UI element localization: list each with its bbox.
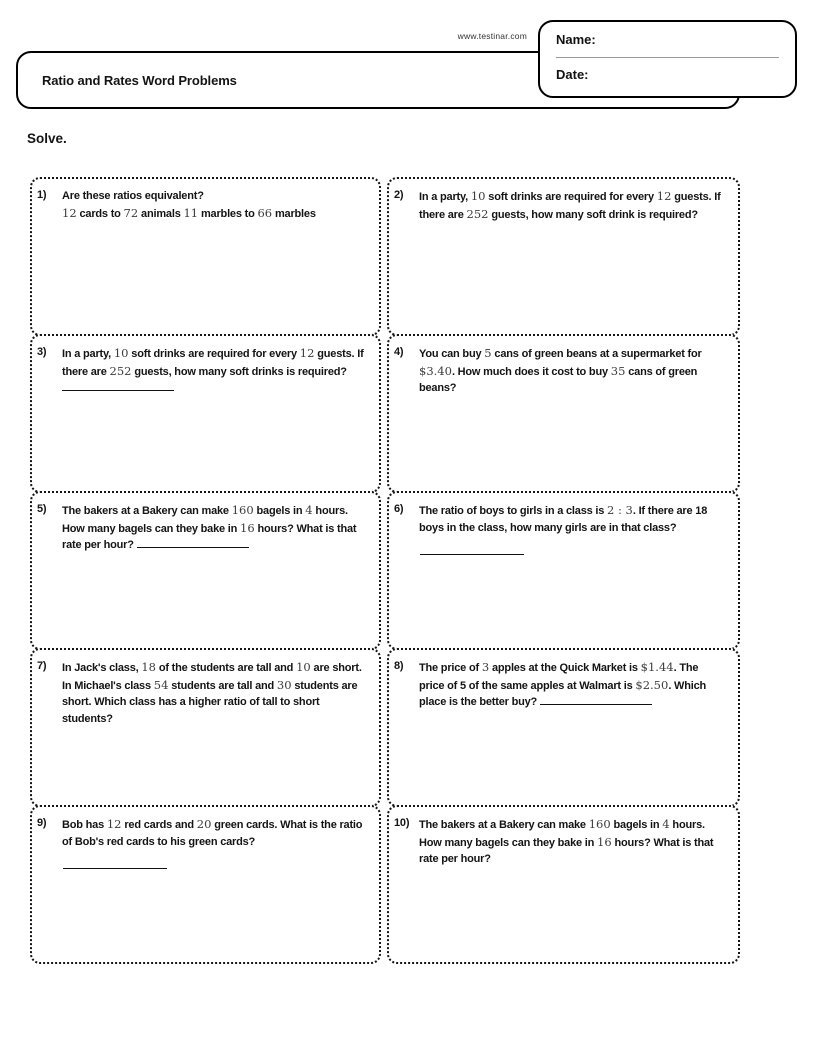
problem-value: 20 (196, 817, 212, 831)
problem-text (59, 502, 371, 648)
problem-phrase: cans of green beans? (419, 365, 698, 394)
problem-phrase: guests, how many soft drinks is required? (131, 365, 347, 378)
problem-cell (387, 648, 740, 807)
problem-value: 35 (610, 363, 626, 378)
page-title: Ratio and Rates Word Problems (42, 72, 237, 88)
problem-phrase: hours. How many bagels can they bake in (419, 819, 705, 849)
problem-phrase: cards to (76, 207, 124, 220)
problem-phrase: students are tall and (168, 679, 277, 692)
name-date-divider (556, 57, 779, 58)
problem-phrase: In a party, (62, 348, 114, 360)
problem-number: 1) (37, 189, 47, 201)
problem-value: 252 (109, 363, 132, 378)
problem-value: 252 (466, 206, 489, 221)
problem-phrase: You can buy (419, 348, 485, 360)
problem-value: 18 (141, 660, 156, 674)
problem-phrase: are short. In Michael's class (62, 662, 362, 692)
problem-value: 30 (276, 677, 292, 692)
problem-text (416, 345, 730, 491)
problem-phrase: bagels in (610, 819, 663, 831)
problem-value: 66 (257, 205, 273, 220)
problem-number: 3) (37, 346, 47, 358)
problem-text (416, 188, 730, 334)
date-label: Date: (556, 67, 589, 82)
problem-row (30, 177, 740, 336)
answer-blank (137, 537, 249, 548)
problem-value: 4 (305, 503, 313, 517)
problem-cell (30, 177, 381, 336)
problem-value: 16 (240, 520, 255, 535)
problem-number: 8) (394, 660, 404, 672)
problem-value: 12 (656, 189, 672, 203)
problem-number: 6) (394, 503, 404, 515)
problem-row (30, 648, 740, 807)
problem-text (416, 816, 730, 962)
problem-value: 12 (299, 346, 315, 360)
problems-grid (30, 177, 740, 964)
problem-cell (30, 648, 381, 807)
problem-text (416, 502, 730, 648)
problem-value: 72 (123, 205, 139, 220)
problem-phrase: . Which place is the better buy? (419, 679, 707, 708)
solve-heading: Solve. (27, 131, 67, 146)
answer-blank (540, 694, 652, 705)
problem-phrase: The bakers at a Bakery can make (419, 819, 589, 831)
problem-value: 10 (296, 660, 311, 674)
problem-phrase: . How much does it cost to buy (451, 365, 611, 378)
problem-cell (387, 334, 740, 493)
problem-phrase: guests, how many soft drink is required? (488, 208, 698, 221)
problem-value: 54 (153, 677, 169, 692)
problem-number: 2) (394, 189, 404, 201)
problem-cell (30, 334, 381, 493)
problem-phrase: Bob has (62, 819, 107, 831)
problem-number: 9) (37, 817, 47, 829)
site-watermark: www.testinar.com (457, 31, 527, 41)
problem-value: 11 (183, 205, 199, 220)
problem-phrase: guests. If there are (62, 348, 364, 378)
problem-phrase: apples at the Quick Market is (489, 662, 641, 674)
problem-value: 12 (62, 205, 77, 220)
problem-phrase: animals (138, 207, 184, 220)
problem-number: 5) (37, 503, 47, 515)
problem-row (30, 334, 740, 493)
problem-value: 3 (481, 660, 490, 674)
problem-text (416, 659, 730, 805)
problem-number: 4) (394, 346, 404, 358)
problem-value: 160 (588, 817, 611, 831)
answer-blank (63, 868, 167, 869)
problem-phrase: red cards and (121, 819, 197, 831)
problem-phrase: In Jack's class, (62, 662, 142, 674)
problem-phrase: hours? What is that rate per hour? (419, 836, 714, 865)
problem-value: $3.40 (419, 363, 452, 378)
problem-phrase: The bakers at a Bakery can make (62, 505, 232, 517)
problem-phrase: green cards. What is the ratio of Bob's red cards to his green cards? (62, 819, 363, 848)
problem-phrase: cans of green beans at a supermarket for (491, 348, 702, 360)
problem-cell (30, 805, 381, 964)
problem-value: 5 (484, 346, 492, 360)
problem-phrase: soft drinks are required for every (485, 191, 657, 203)
problem-phrase: marbles to (198, 207, 258, 220)
answer-blank (420, 554, 524, 555)
problem-value: $1.44 (640, 660, 674, 674)
problem-value: 160 (231, 503, 254, 517)
name-label: Name: (556, 32, 596, 47)
problem-text (59, 816, 371, 962)
problem-cell (387, 491, 740, 650)
problem-value: 10 (113, 346, 129, 360)
problem-cell (387, 177, 740, 336)
problem-phrase: bagels in (253, 505, 306, 517)
problem-cell (387, 805, 740, 964)
problem-phrase: The price of (419, 662, 482, 674)
problem-row (30, 491, 740, 650)
problem-cell (30, 491, 381, 650)
problem-value: 16 (597, 834, 612, 849)
problem-value: $2.50 (635, 677, 669, 692)
problem-phrase: Are these ratios equivalent? (62, 190, 204, 202)
problem-phrase: marbles (272, 207, 316, 220)
problem-phrase: of the students are tall and (155, 662, 297, 674)
problem-phrase: . If there are 18 boys in the class, how many girls are in that class? (419, 505, 708, 534)
name-date-box (538, 20, 797, 98)
problem-number: 10) (394, 817, 410, 829)
problem-number: 7) (37, 660, 47, 672)
problem-row (30, 805, 740, 964)
problem-value: 2 : 3 (607, 503, 633, 517)
problem-phrase: soft drinks are required for every (128, 348, 300, 360)
problem-text (59, 659, 371, 805)
problem-text (59, 188, 371, 334)
problem-phrase: . The price of 5 of the same apples at Walmart is (419, 662, 699, 692)
problem-value: 10 (470, 189, 486, 203)
problem-phrase: guests. If there are (419, 191, 721, 221)
problem-value: 4 (662, 817, 670, 831)
problem-text (59, 345, 371, 491)
problem-phrase: The ratio of boys to girls in a class is (419, 505, 608, 517)
problem-phrase: hours. How many bagels can they bake in (62, 505, 348, 535)
problem-value: 12 (106, 817, 122, 831)
problem-phrase: hours? What is that rate per hour? (62, 522, 357, 551)
problem-phrase: students are short. Which class has a higher ratio of tall to short students? (62, 679, 358, 725)
problem-phrase: In a party, (419, 191, 471, 203)
answer-blank (62, 380, 174, 391)
